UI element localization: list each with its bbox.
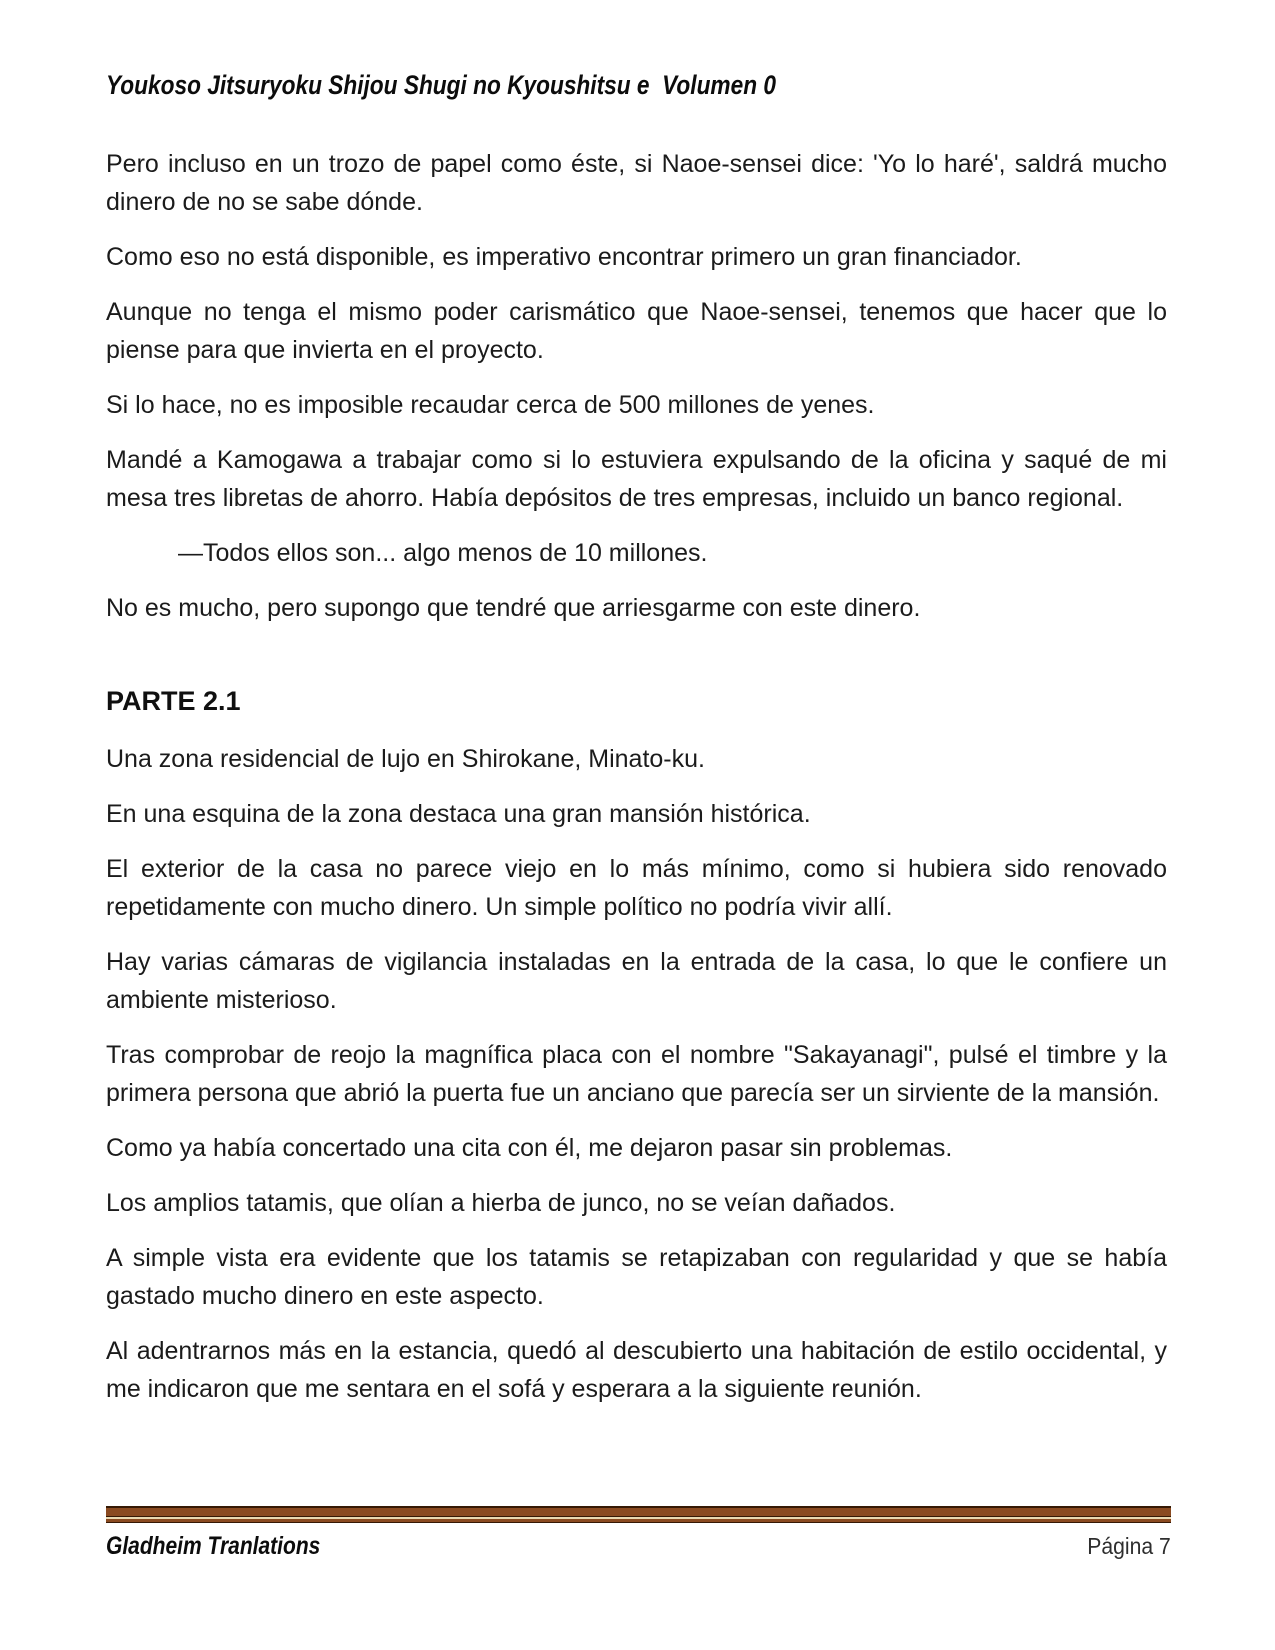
paragraph: En una esquina de la zona destaca una gran mansión histórica.	[106, 800, 811, 828]
paragraph: Aunque no tenga el mismo poder carismático que Naoe-sensei, tenemos que hacer que lo piense para que invierta en el proyecto.	[106, 298, 1167, 364]
paragraph: Tras comprobar de reojo la magnífica placa con el nombre "Sakayanagi", pulsé el timbre y la primera persona que abrió la puerta fue un anciano que parecía ser un sirviente de la mansión.	[106, 1041, 1167, 1107]
paragraph: Mandé a Kamogawa a trabajar como si lo estuviera expulsando de la oficina y saqué de mi mesa tres libretas de ahorro. Había depósitos de tres empresas, incluido un banco regional.	[106, 446, 1167, 512]
document-title: Youkoso Jitsuryoku Shijou Shugi no Kyoushitsu e Volumen 0	[106, 70, 776, 100]
paragraph: Pero incluso en un trozo de papel como éste, si Naoe-sensei dice: 'Yo lo haré', saldrá mucho dinero de no se sabe dónde.	[106, 150, 1167, 216]
paragraph: Como eso no está disponible, es imperativo encontrar primero un gran financiador.	[106, 243, 1022, 271]
page-header	[106, 0, 1167, 101]
footer-row	[106, 1532, 1171, 1561]
page-content	[106, 0, 1167, 1425]
footer-rule-thick	[106, 1506, 1171, 1517]
page-footer	[106, 1506, 1171, 1561]
paragraph: El exterior de la casa no parece viejo en lo más mínimo, como si hubiera sido renovado repetidamente con mucho dinero. Un simple político no podría vivir allí.	[106, 855, 1167, 921]
translator-brand: Gladheim Tranlations	[106, 1532, 321, 1560]
paragraph: Si lo hace, no es imposible recaudar cerca de 500 millones de yenes.	[106, 391, 875, 419]
paragraph: Los amplios tatamis, que olían a hierba de junco, no se veían dañados.	[106, 1189, 896, 1217]
section-heading: PARTE 2.1	[106, 686, 241, 716]
page-number: Página 7	[1087, 1533, 1171, 1559]
paragraph: Hay varias cámaras de vigilancia instaladas en la entrada de la casa, lo que le confiere un ambiente misterioso.	[106, 948, 1167, 1014]
paragraph: No es mucho, pero supongo que tendré que arriesgarme con este dinero.	[106, 594, 921, 622]
paragraph: A simple vista era evidente que los tatamis se retapizaban con regularidad y que se había gastado mucho dinero en este aspecto.	[106, 1244, 1167, 1310]
paragraph: Una zona residencial de lujo en Shirokane, Minato-ku.	[106, 745, 705, 773]
dialog-line: —Todos ellos son... algo menos de 10 millones.	[178, 539, 708, 567]
footer-rule-thin	[106, 1519, 1171, 1523]
body-text	[106, 145, 1167, 1408]
paragraph: Como ya había concertado una cita con él, me dejaron pasar sin problemas.	[106, 1134, 953, 1162]
paragraph: Al adentrarnos más en la estancia, quedó al descubierto una habitación de estilo occidental, y me indicaron que me sentara en el sofá y esperara a la siguiente reunión.	[106, 1337, 1167, 1403]
